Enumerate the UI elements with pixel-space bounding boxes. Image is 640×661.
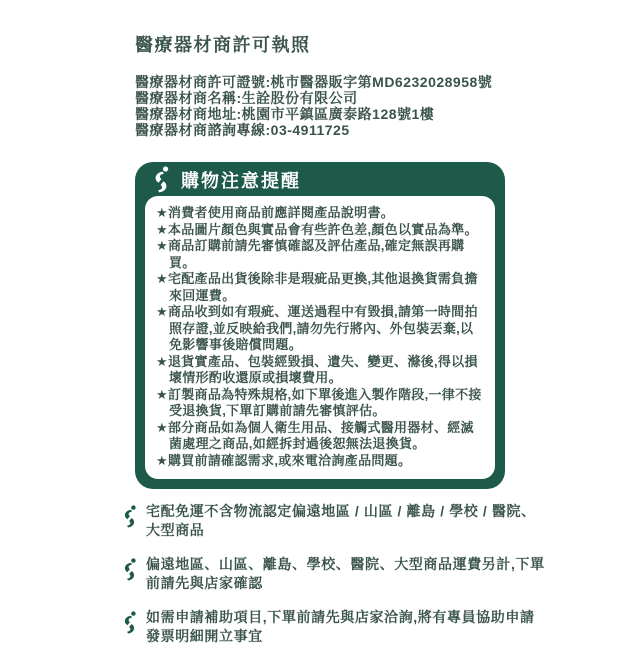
notice-item: ★部分商品如為個人衛生用品、接觸式醫用器材、經滅菌處理之商品,如經拆封過後恕無法退換貨。 (156, 419, 474, 451)
notice-item: ★購買前請確認需求,或來電洽詢產品問題。 (156, 452, 412, 468)
license-info (135, 74, 547, 138)
notice-item: ★本品圖片顏色與實品會有些許色差,顏色以實品為準。 (156, 221, 478, 237)
notice-item: ★商品訂購前請先審慎確認及評估產品,確定無誤再購買。 (156, 238, 465, 270)
notice-list (145, 196, 495, 479)
license-info-line: 醫療器材商許可證號:桃市醫器販字第MD6232028958號 (135, 74, 493, 90)
shipping-notes (121, 502, 551, 646)
content-column (135, 31, 547, 661)
brand-logo-icon (121, 558, 138, 581)
shipping-note (121, 502, 551, 540)
notice-item: ★宅配產品出貨後除非是瑕疵品更換,其他退換貨需負擔來回運費。 (156, 271, 478, 303)
shopping-notice-box (135, 162, 505, 489)
brand-logo-icon (121, 611, 138, 634)
license-info-line: 醫療器材商諮詢專線:03-4911725 (135, 122, 350, 138)
brand-logo-icon (121, 505, 138, 528)
page-title: 醫療器材商許可執照 (135, 35, 311, 55)
notice-box-header (145, 162, 495, 196)
notice-item: ★退貨實產品、包裝經毀損、遺失、變更、滌後,得以損壞情形酌收還原或損壞費用。 (156, 353, 478, 385)
shipping-note (121, 608, 551, 646)
shipping-note-text: 偏遠地區、山區、離島、學校、醫院、大型商品運費另計,下單前請先與店家確認 (146, 556, 545, 591)
notice-item: ★消費者使用商品前應詳閱產品說明書。 (156, 205, 395, 220)
license-info-line: 醫療器材商名稱:生詮股份有限公司 (135, 90, 358, 106)
license-info-line: 醫療器材商地址:桃園市平鎮區廣泰路128號1樓 (135, 106, 435, 122)
shipping-note-text: 如需申請補助項目,下單前請先與店家洽詢,將有專員協助申請發票明細開立事宜 (146, 609, 535, 644)
shipping-note (121, 555, 551, 593)
notice-item: ★訂製商品為特殊規格,如下單後進入製作階段,一律不接受退換貨,下單訂購前請先審慎評估。 (156, 386, 482, 418)
brand-logo-icon (151, 166, 171, 193)
notice-item: ★商品收到如有瑕疵、運送過程中有毀損,請第一時間拍照存證,並反映給我們,請勿先行將內、外包裝丟棄,以免影響事後賠償問題。 (156, 304, 478, 352)
shipping-note-text: 宅配免運不含物流認定偏遠地區 / 山區 / 離島 / 學校 / 醫院、大型商品 (146, 503, 536, 538)
notice-box-title: 購物注意提醒 (181, 170, 301, 191)
